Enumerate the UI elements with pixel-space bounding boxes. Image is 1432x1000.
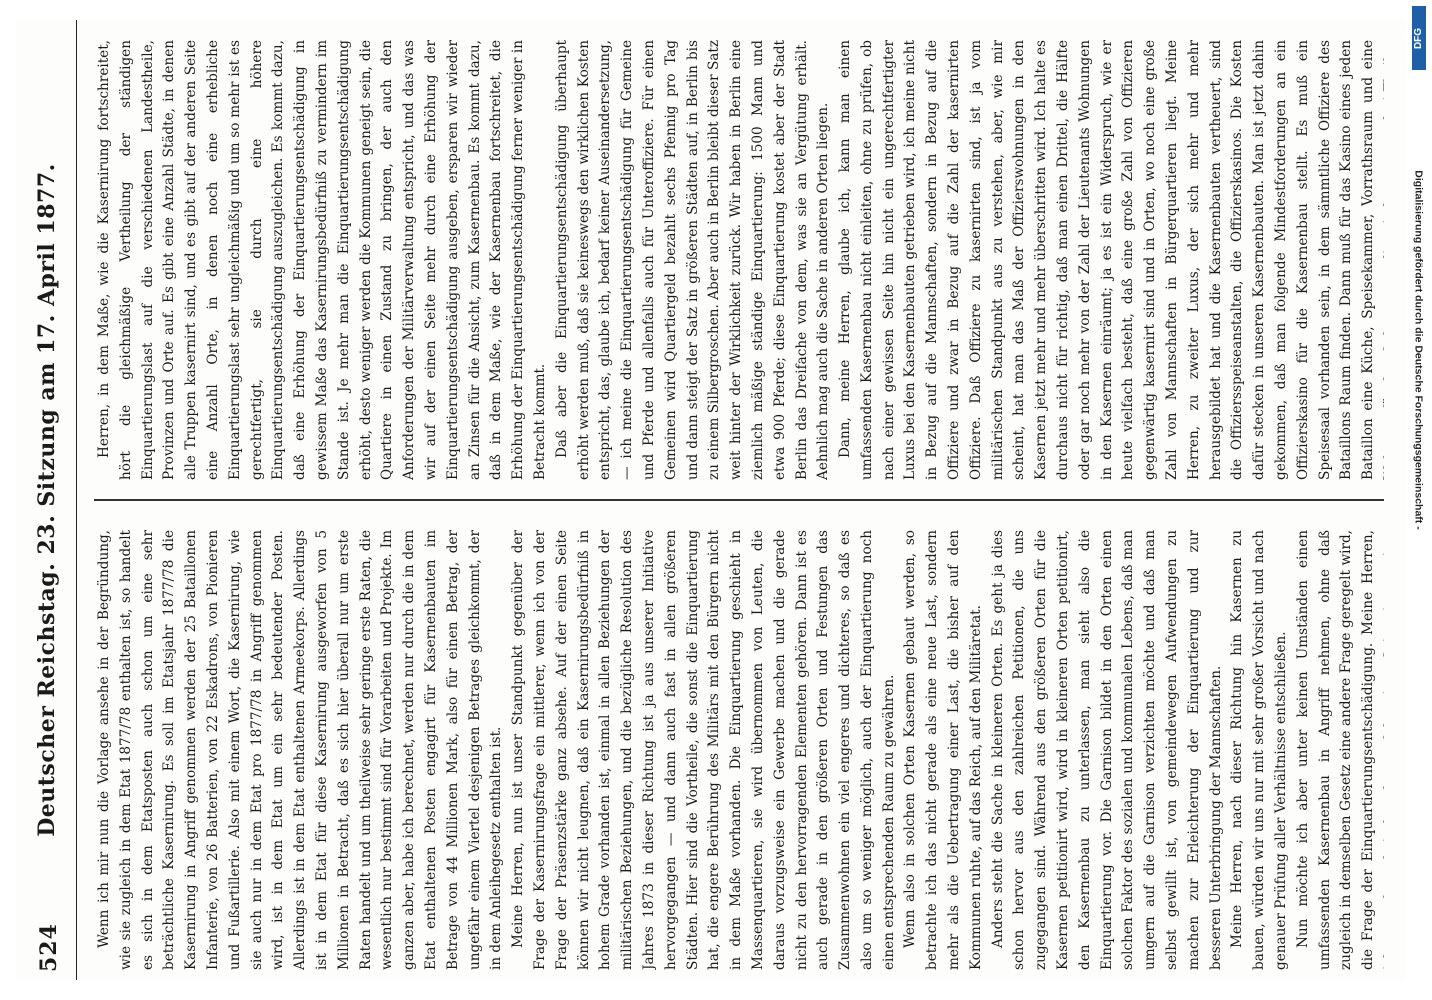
paragraph: Anders steht die Sache in kleineren Orten. Es geht ja dies schon hervor aus den zahlreichen Petitionen, die uns zugegangen sind. Während aus den größeren Orten für die Kasernen petitionirt wird, wird in kleineren Orten petitionirt, den Kasernenbau zu unterlassen, man sieht also die Einquartierung vor. Die Garnison bildet in den Orten einen solchen Faktor des sozialen und kommunalen Lebens, daß man umgern auf die Garnison verzichten möchte und daß man selbst gewillt ist, von gemeindewegen Aufwendungen zu machen zur Erleichterung der Einquartierung und zur besseren Unterbringung der Mannschaften. xyxy=(989,530,1224,970)
document-page xyxy=(16,20,1406,980)
paragraph: Wenn ich mir nun die Vorlage ansehe in der Begründung, wie sie zugleich in dem Etat 1877/78 enthalten ist, so handelt es sich in dem Etatsposten auch schon um eine sehr beträchtliche Kasernirung. Es soll im Etatsjahr 1877/78 die Kasernirung in Angriff genommen werden der 25 Bataillonen Infanterie, von 26 Batterien, von 22 Eskadrons, von Pionieren und Fußartillerie. Also mit einem Wort, die Kasernirung, wie sie auch nur in dem Etat pro 1877/78 in Angriff genommen wird, ist in dem Etat um ein sehr bedeutender Posten. Allerdings ist in dem Etat enthaltenen Armeekorps. Allerdings ist in dem Etat für diese Kasernirung ausgeworfen von 5 Millionen in Betracht, daß es sich hier überall nur um erste Raten handelt und um theilweise sehr geringe erste Raten, die wesentlich nur bestimmt sind für Vorarbeiten und Projekte. Im ganzen aber, habe ich berechnet, werden nur durch die in dem Etat enthaltenen Posten engagirt für Kasernenbauten im Betrage von 44 Millionen Mark, also für einen Betrag, der ungefähr einem Viertel desjenigen Betrages gleichkommt, der in dem Anleihegesetz enthalten ist. xyxy=(96,530,505,970)
dfg-logo xyxy=(1412,6,1426,70)
dfg-logo-text: DFG xyxy=(1413,27,1425,49)
paragraph: Nun möchte ich aber unter keinen Umständen einen umfassenden Kasernenbau in Angriff nehmen, ohne daß zugleich in demselben Gesetz eine andere Frage geregelt wird, die Frage der Einquartierungsentschädigung. Meine Herren, xyxy=(1294,530,1377,970)
paragraph: Daß aber die Einquartierungsentschädigung überhaupt erhöht werden muß, daß sie keineswegs den wirklichen Kosten entspricht, das, glaube ich, bedarf keiner Auseinandersetzung, — ich meine die Einquartierungsentschädigung für Gemeine und Pferde und allenfalls auch für Unteroffiziere. Für einen Gemeinen wird Quartiergeld bezahlt sechs Pfennig pro Tag und dann steigt der Satz in größeren Städten auf, in Berlin bis zu einem Silbergroschen. Aber auch in Berlin bleibt dieser Satz weit hinter der Wirklichkeit zurück. Wir haben in Berlin eine ziemlich mäßige ständige Einquartierung: 1500 Mann und etwa 900 Pferde; diese Einquartierung kostet aber der Stadt Berlin das Dreifache von dem, was sie an Vergütung erhält. Aehnlich mag auch die Sache in anderen Orten liegen. xyxy=(553,40,832,480)
text-column-left xyxy=(94,530,1384,970)
paragraph: Wenn also in solchen Orten Kasernen gebaut werden, so betrachte ich das nicht gerade als eine neue Last, sondern mehr als die Uebertragung einer Last, die bisher auf den Kommunen ruhte, auf das Reich, auf den Militäretat. xyxy=(902,530,984,970)
page-number: 524 xyxy=(36,923,62,972)
page-header xyxy=(16,20,77,980)
funding-note-text: Digitalisierung gefördert durch die Deutsche Forschungsgemeinschaft - xyxy=(1413,170,1426,530)
text-column-right xyxy=(94,40,1384,480)
column-divider xyxy=(94,500,1384,502)
paragraph: Herren, in dem Maße, wie die Kasernirung fortschreitet, hört die gleichmäßige Vertheilung der ständigen Einquartierungslast auf die verschiedenen Landestheile, Provinzen und Orte auf. Es gibt eine Anzahl Städte, in denen alle Truppen kasernirt sind, und es gibt auf der anderen Seite eine Anzahl Orte, in denen noch eine erhebliche Einquartierungslast sehr ungleichmäßig und um so mehr ist es gerechtfertigt, sie durch eine höhere Einquartierungsentschädigung auszugleichen. Es kommt dazu, daß eine Erhöhung der Einquartierungsentschädigung in gewissem Maße das Kasernirungsbedürfniß zu vermindern im Stande ist. Je mehr man die Einquartierungsentschädigung erhöht, desto weniger werden die Kommunen geneigt sein, die Quartiere in einen Zustand zu bringen, der auch den Anforderungen der Militärverwaltung entspricht, und das was wir auf der einen Seite mehr durch eine Erhöhung der Einquartierungsentschädigung ausgeben, ersparen wir wieder an Zinsen für die Ansicht, zum Kasernenbau. Es kommt dazu, daß in dem Maße, wie der Kasernenbau fortschreitet, die Erhöhung der Einquartierungsentschädigung ferner weniger in Betracht kommt. xyxy=(96,40,548,480)
paragraph: Meine Herren, nun ist unser Standpunkt gegenüber der Frage der Kasernirungsfrage ein mittlerer, wenn ich von der Frage der Präsenzstärke ganz absehe. Auf der einen Seite können wir nicht leugnen, daß ein Kasernirungsbedürfniß in hohem Grade vorhanden ist, einmal in allen Beziehungen der militärischen Beziehungen, und die bezügliche Resolution des Jahres 1873 in dieser Richtung ist ja aus unserer Initiative hervorgegangen — und dann auch fast in allen größeren Städten. Hier sind die Vortheile, die sonst die Einquartierung hat, die engere Berührung des Militärs mit den Bürgern nicht in dem Maße vorhanden. Die Einquartierung geschieht in Massenquartieren, sie wird übernommen von Leuten, die daraus vorzugsweise ein Gewerbe machen und die gerade nicht zu den hervorragenden Elementen gehören. Dann ist es auch gerade in den größeren Orten und Festungen das Zusammenwohnen ein viel engeres und dichteres, so daß es also um so weniger möglich, auch der Einquartierung noch einen entsprechenden Raum zu gewähren. xyxy=(510,530,897,970)
funding-note xyxy=(1412,80,1426,620)
paragraph: Meine Herren, nach dieser Richtung hin Kasernen zu bauen, würden wir uns nur mit sehr großer Vorsicht und nach genauer Prüfung aller Verhältnisse entschließen. xyxy=(1229,530,1290,970)
paragraph: Dann, meine Herren, glaube ich, kann man einen umfassenden Kasernenbau nicht einleiten, ohne zu prüfen, ob nach einer gewissen Seite hin nicht ein ungerechtfertigter Luxus bei den Kasernenbauten getrieben wird, ich meine nicht in Bezug auf die Mannschaften, sondern in Bezug auf die Offiziere und zwar in Bezug auf die Zahl der kasernirten Offiziere. Daß Offiziere zu kasernirten sind, ist ja vom militärischen Standpunkt aus zu verstehen, aber, wie mir scheint, hat man das Maß der Offizierswohnungen in den Kasernen jetzt mehr und mehr überschritten wird. Ich halte es durchaus nicht für richtig, daß man einen Drittel, die Hälfte oder gar noch mehr von der Zahl der Lieutenants Wohnungen in den Kasernen einräumt; ja es ist ein Widerspruch, wie er heute vielfach besteht, daß eine große Zahl von Offizieren gegenwärtig kasernirt sind und in Orten, wo noch eine große Zahl von Mannschaften in Bürgerquartieren liegt. Meine Herren, zu zweiter Luxus, der sich mehr und mehr herausgebildet hat und die Kasernenbauten vertheuert, sind die Offiziersspeiseanstalten, die Offizierskasinos. Die Kosten dafür stecken in unseren Kasernenbauten. Man ist jetzt dahin gekommen, daß man folgende Mindestforderungen an ein Offizierskasino für die Kasernenbau stellt. Es muß ein Speisesaal vorhanden sein, in dem sämmtliche Offiziere des Bataillons Raum finden. Dann muß für das Kasino eines jeden Bataillon eine Küche, Speisekammer, Vorrathsraum und eine xyxy=(837,40,1377,480)
running-title: Deutscher Reichstag. 23. Sitzung am 17. April 1877. xyxy=(34,163,60,837)
